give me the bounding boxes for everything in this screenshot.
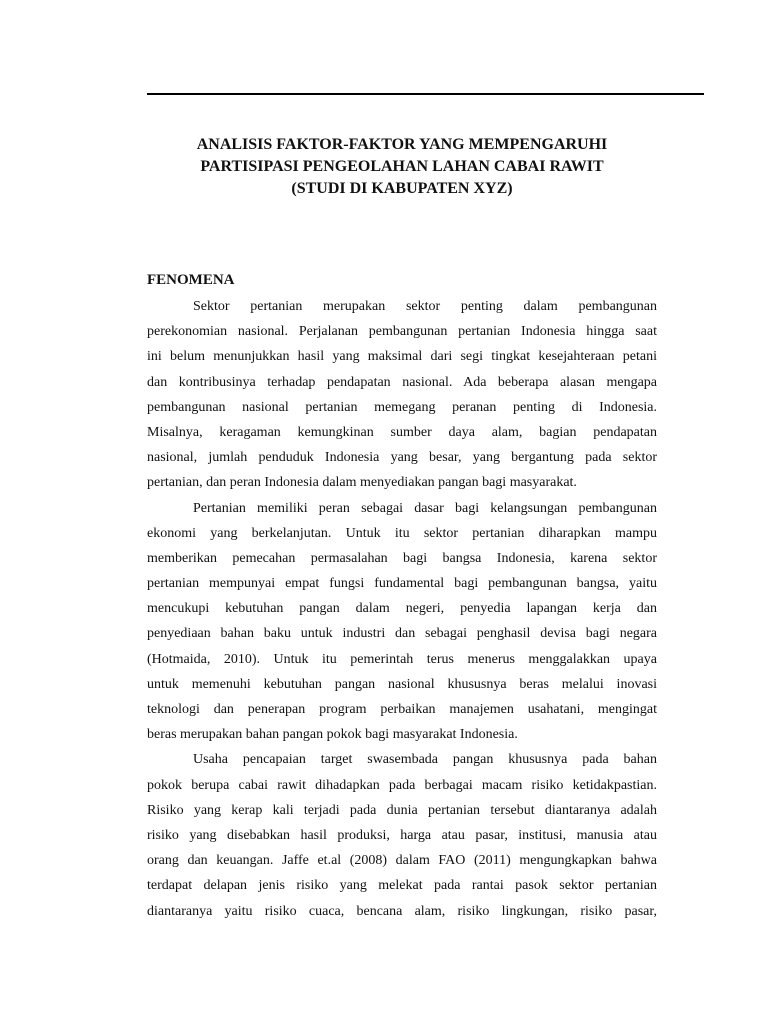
document-title (147, 134, 657, 200)
body-text (147, 294, 657, 924)
title-line: ANALISIS FAKTOR-FAKTOR YANG MEMPENGARUHI (196, 136, 608, 153)
header-rule (147, 93, 704, 95)
paragraph-line: memberikan pemecahan permasalahan bagi bangsa Indonesia, karena sektor (147, 550, 657, 566)
paragraph-line: pertanian, dan peran Indonesia dalam menyediakan pangan bagi masyarakat. (147, 475, 577, 491)
paragraph-line: mencukupi kebutuhan pangan dalam negeri, penyedia lapangan kerja dan (147, 601, 657, 617)
paragraph-line: pertanian mempunyai empat fungsi fundamental bagi pembangunan bangsa, yaitu (147, 576, 657, 592)
paragraph-line: ini belum menunjukkan hasil yang maksimal dari segi tingkat kesejahteraan petani (147, 349, 657, 365)
paragraph-line: penyediaan bahan baku untuk industri dan sebagai penghasil devisa bagi negara (147, 626, 657, 642)
paragraph-line: perekonomian nasional. Perjalanan pembangunan pertanian Indonesia hingga saat (147, 324, 657, 340)
paragraph-line: pokok berupa cabai rawit dihadapkan pada berbagai macam risiko ketidakpastian. (147, 777, 657, 793)
title-line: PARTISIPASI PENGEOLAHAN LAHAN CABAI RAWIT (200, 158, 604, 175)
paragraph-line: dan kontribusinya terhadap pendapatan nasional. Ada beberapa alasan mengapa (147, 374, 657, 390)
paragraph-line: Misalnya, keragaman kemungkinan sumber daya alam, bagian pendapatan (147, 424, 657, 440)
paragraph-line: Risiko yang kerap kali terjadi pada dunia pertanian tersebut diantaranya adalah (147, 802, 657, 818)
paragraph-line: beras merupakan bahan pangan pokok bagi masyarakat Indonesia. (147, 727, 518, 743)
paragraph-line: orang dan keuangan. Jaffe et.al (2008) dalam FAO (2011) mengungkapkan bahwa (147, 853, 657, 869)
paragraph-line: untuk memenuhi kebutuhan pangan nasional khususnya beras melalui inovasi (147, 676, 657, 692)
paragraph-line: risiko yang disebabkan hasil produksi, harga atau pasar, institusi, manusia atau (147, 827, 657, 843)
paragraph-line: Sektor pertanian merupakan sektor penting dalam pembangunan (193, 299, 657, 314)
paragraph-line: ekonomi yang berkelanjutan. Untuk itu sektor pertanian diharapkan mampu (147, 525, 657, 541)
section-heading: FENOMENA (147, 272, 235, 288)
paragraph-line: teknologi dan penerapan program perbaikan manajemen usahatani, mengingat (147, 702, 657, 717)
paragraph-line: (Hotmaida, 2010). Untuk itu pemerintah terus menerus menggalakkan upaya (147, 651, 657, 667)
title-line: (STUDI DI KABUPATEN XYZ) (291, 180, 513, 197)
paragraph-line: pembangunan nasional pertanian memegang peranan penting di Indonesia. (147, 399, 657, 415)
paragraph-line: diantaranya yaitu risiko cuaca, bencana alam, risiko lingkungan, risiko pasar, (147, 903, 657, 919)
paragraph-line: Usaha pencapaian target swasembada pangan khususnya pada bahan (193, 752, 657, 768)
paragraph-line: nasional, jumlah penduduk Indonesia yang besar, yang bergantung pada sektor (147, 450, 657, 466)
paragraph-line: Pertanian memiliki peran sebagai dasar bagi kelangsungan pembangunan (193, 500, 657, 516)
paragraph-line: terdapat delapan jenis risiko yang melekat pada rantai pasok sektor pertanian (147, 878, 657, 894)
